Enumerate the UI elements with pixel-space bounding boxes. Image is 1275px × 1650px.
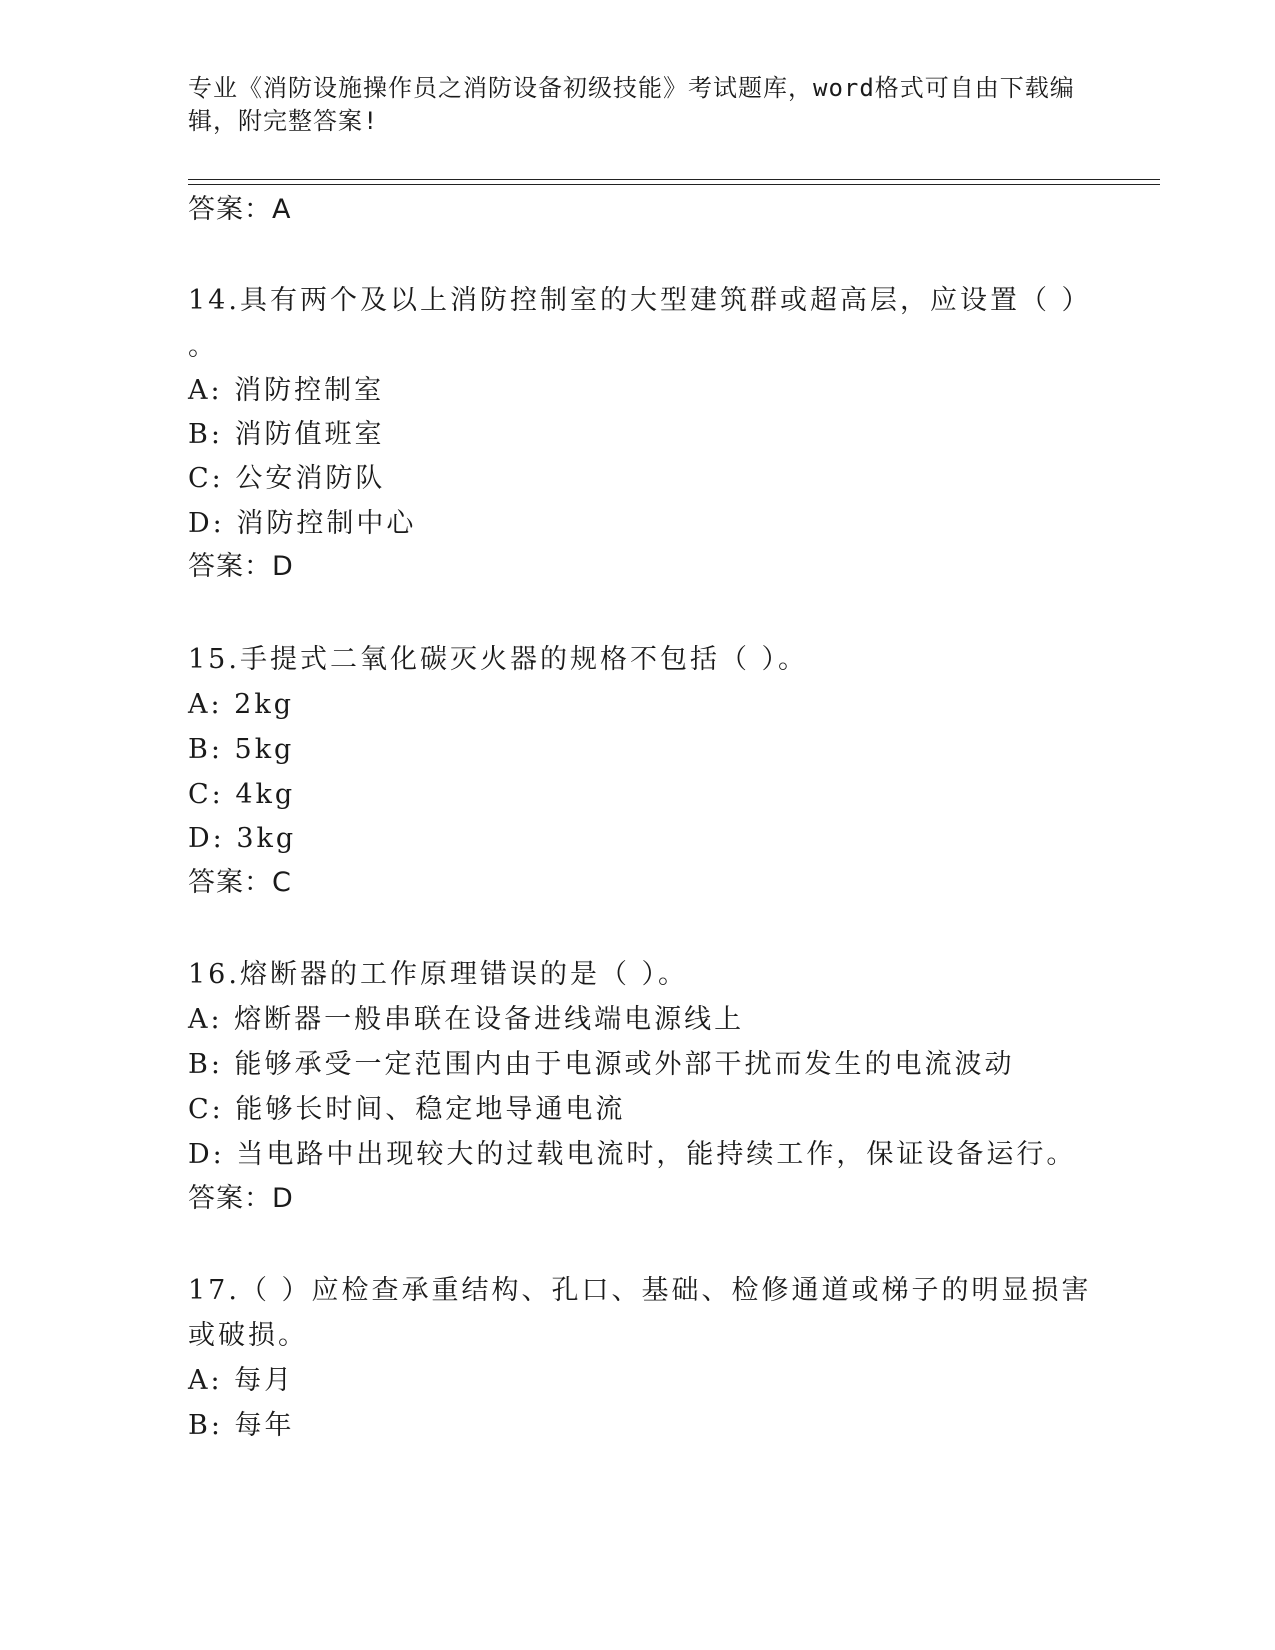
option-b: B: 消防值班室: [188, 419, 385, 450]
question-16-stem: 16.熔断器的工作原理错误的是（ ）。: [188, 959, 689, 990]
question-14-stem-cont: 。: [188, 331, 218, 362]
option-a: A: 每月: [188, 1365, 295, 1396]
header-divider-top: [188, 179, 1160, 180]
document-header: [188, 72, 1088, 138]
header-line-2: 辑，附完整答案!: [188, 107, 379, 135]
option-c: C: 能够长时间、稳定地导通电流: [188, 1094, 626, 1125]
question-14-stem: 14.具有两个及以上消防控制室的大型建筑群或超高层，应设置（ ）: [188, 285, 1092, 316]
answer-13: 答案：A: [188, 194, 292, 225]
question-15-stem: 15.手提式二氧化碳灭火器的规格不包括（ ）。: [188, 644, 809, 675]
option-d: D: 3kg: [188, 823, 297, 854]
header-line-1: 专业《消防设施操作员之消防设备初级技能》考试题库，word格式可自由下载编: [188, 74, 1075, 102]
answer-15: 答案：C: [188, 867, 292, 898]
header-divider-bottom: [188, 184, 1160, 185]
option-b: B: 每年: [188, 1410, 295, 1441]
question-17-stem: 17.（ ）应检查承重结构、孔口、基础、检修通道或梯子的明显损害: [188, 1275, 1092, 1306]
option-a: A: 2kg: [188, 689, 295, 720]
option-a: A: 消防控制室: [188, 375, 385, 406]
question-17-stem-cont: 或破损。: [188, 1320, 308, 1351]
option-b: B: 能够承受一定范围内由于电源或外部干扰而发生的电流波动: [188, 1049, 1015, 1080]
option-b: B: 5kg: [188, 734, 295, 765]
option-c: C: 4kg: [188, 779, 296, 810]
answer-14: 答案：D: [188, 551, 294, 582]
option-c: C: 公安消防队: [188, 463, 386, 494]
option-d: D: 当电路中出现较大的过载电流时，能持续工作，保证设备运行。: [188, 1139, 1077, 1170]
answer-16: 答案：D: [188, 1183, 294, 1214]
option-d: D: 消防控制中心: [188, 508, 417, 539]
option-a: A: 熔断器一般串联在设备进线端电源线上: [188, 1004, 745, 1035]
